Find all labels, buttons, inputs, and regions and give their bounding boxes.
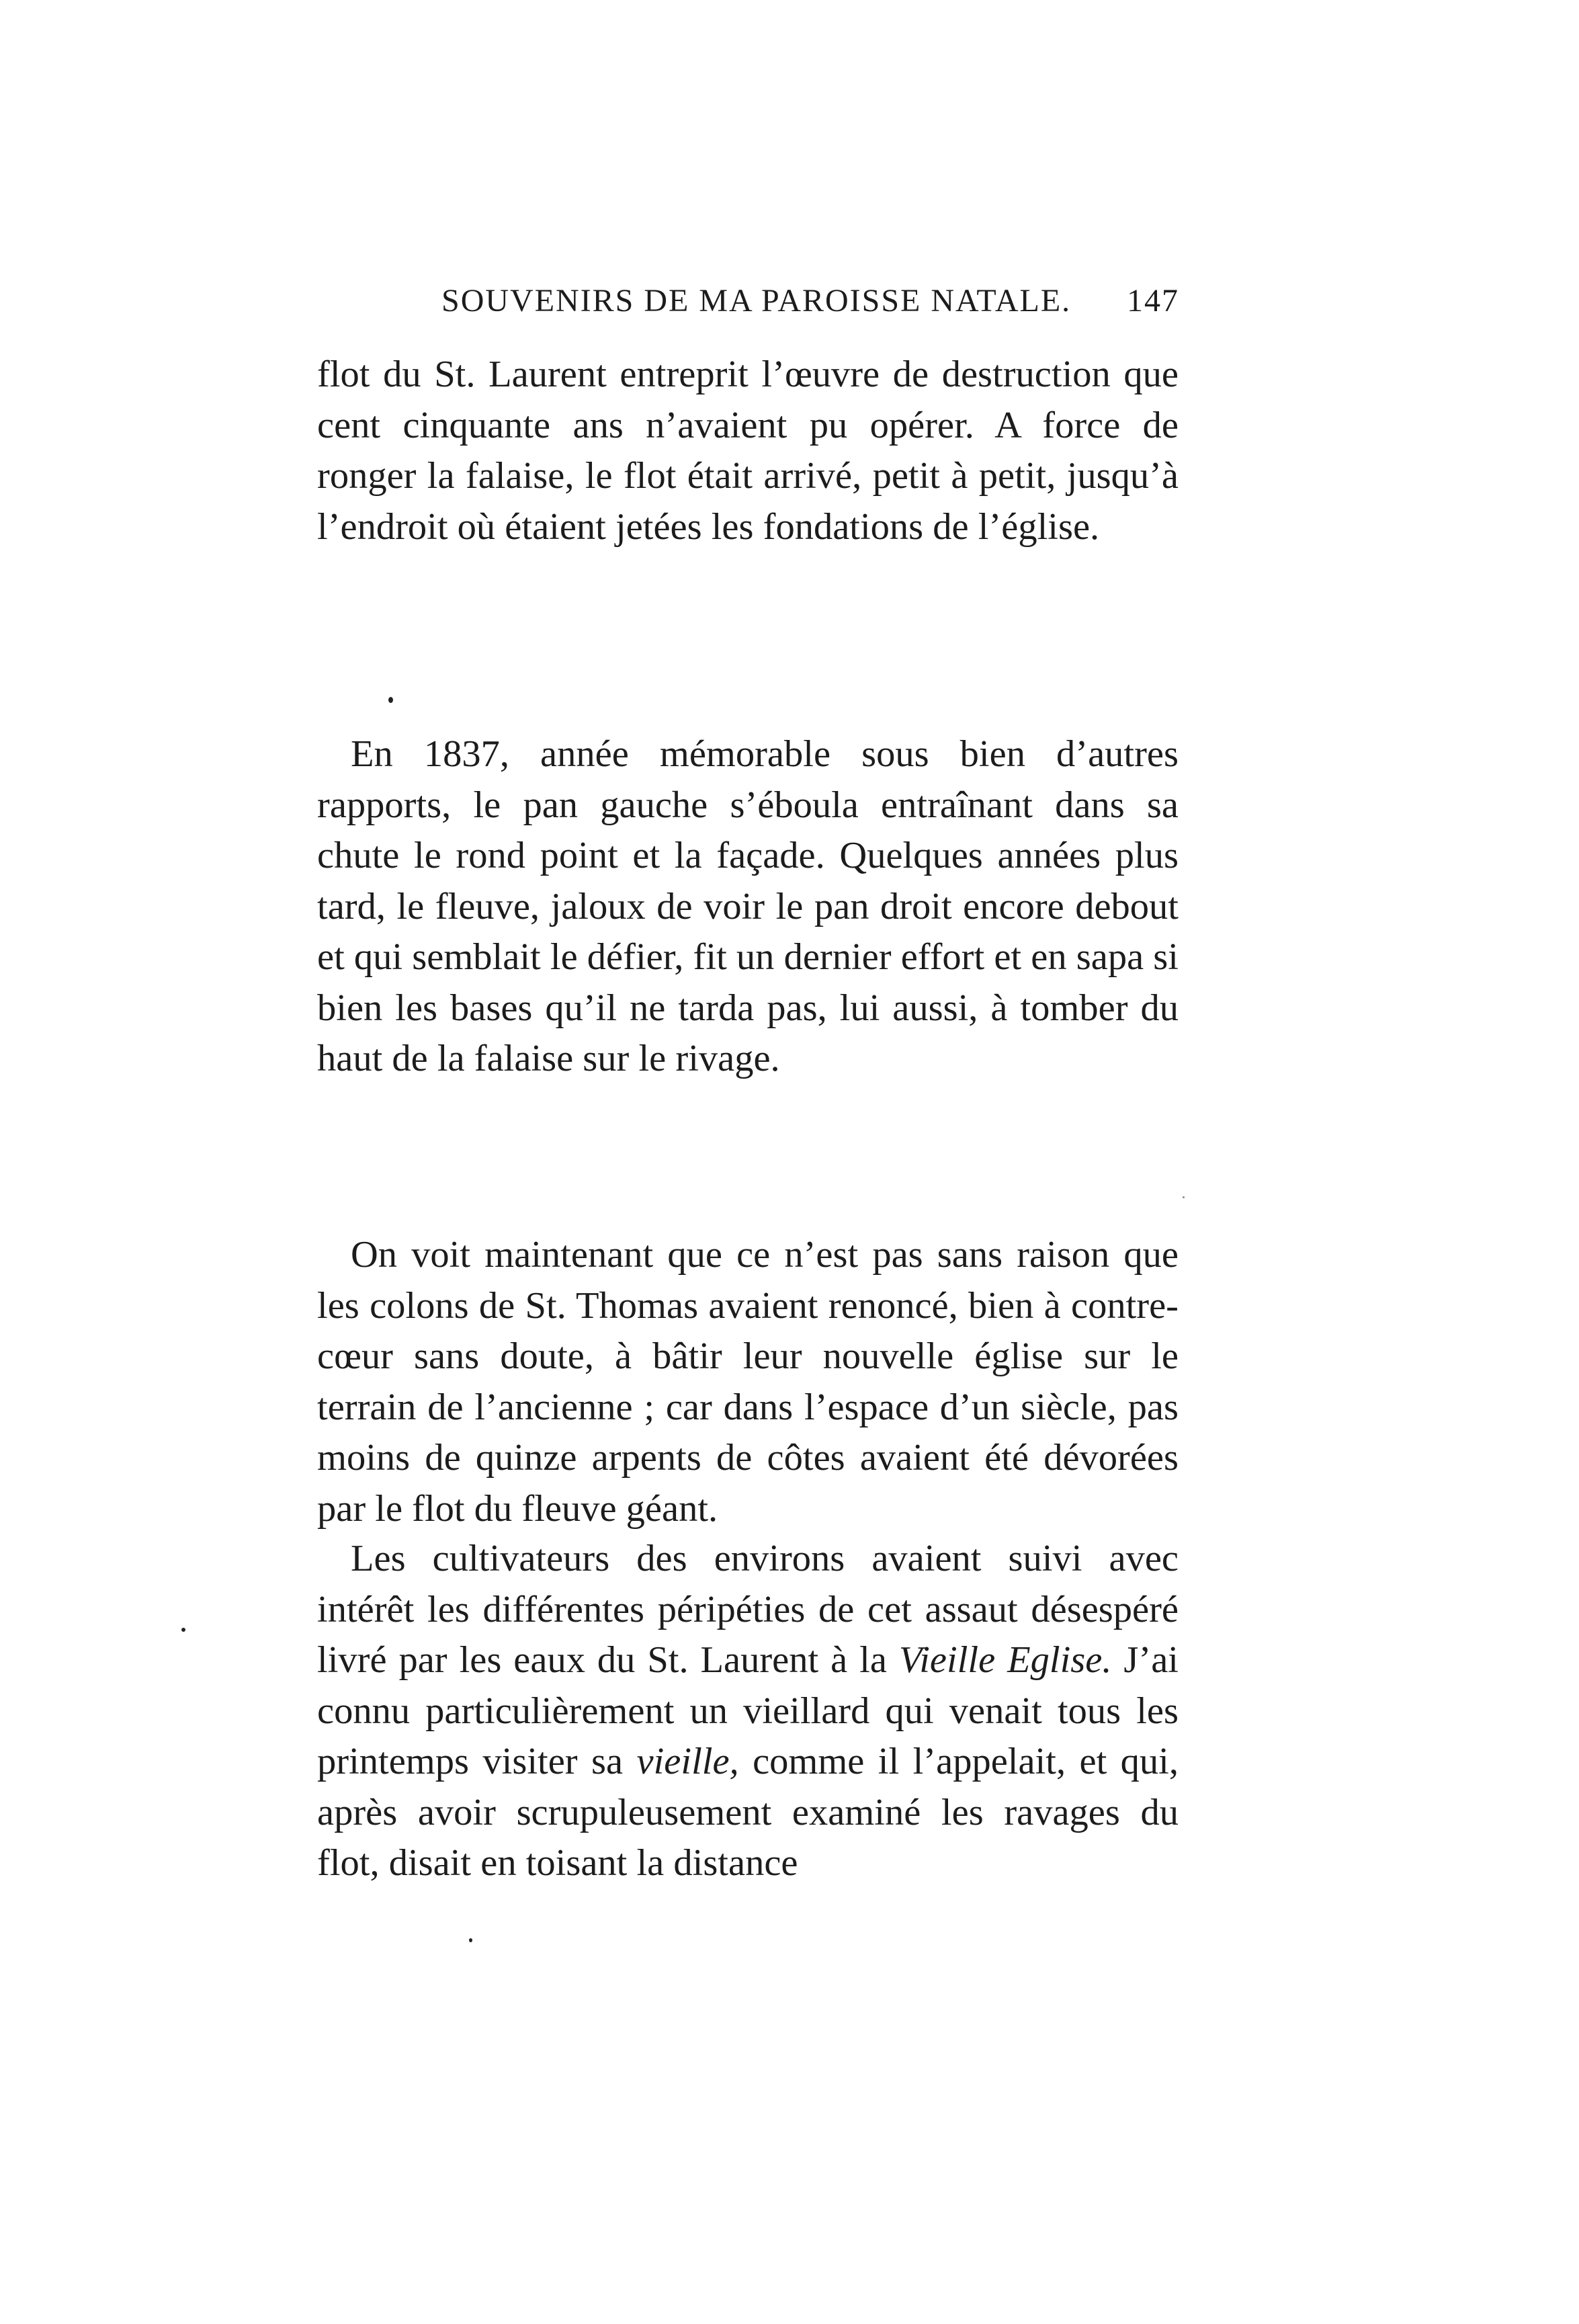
paragraph-1-text: flot du St. Laurent entreprit l’œuvre de destruction que cent cinquante ans n’avaient pu opérer. A force de ronger la falaise, le flot était arrivé, petit à petit, jusqu’à l’endroit où étaient jetées les fondations de l’église. bbox=[317, 354, 1179, 548]
paragraph-3 bbox=[317, 1230, 1179, 1534]
running-head bbox=[319, 282, 1179, 323]
paragraph-2-text: En 1837, année mémorable sous bien d’autres rapports, le pan gauche s’éboula entraînant dans sa chute le rond point et la façade. Quelques années plus tard, le fleuve, jaloux de voir le pan droit encore debout et qui semblait le défier, fit un dernier effort et en sapa si bien les bases qu’il ne tarda pas, lui aussi, à tomber du haut de la falaise sur le rivage. bbox=[317, 733, 1179, 1079]
ink-speck bbox=[1183, 1196, 1185, 1198]
paragraph-4-text-c: comme il l’appelait, et qui, après avoir scrupuleusement examiné les ravages du flot, disait en toisant la distance bbox=[317, 1741, 1179, 1884]
paragraph-4-italic-vieille: vieille, bbox=[636, 1741, 739, 1782]
ink-speck bbox=[388, 697, 393, 703]
ink-speck bbox=[181, 1628, 185, 1632]
paragraph-2 bbox=[317, 729, 1179, 1085]
ink-speck bbox=[469, 1938, 472, 1942]
paragraph-4-text-a: Les cultivateurs des environs avaient suivi avec intérêt les différentes péripéties de cet assaut désespéré livré par les eaux du St. Laurent à la bbox=[317, 1538, 1179, 1681]
page-number: 147 bbox=[1127, 283, 1179, 319]
running-head-title: SOUVENIRS DE MA PAROISSE NATALE. bbox=[441, 283, 1072, 319]
paragraph-1 bbox=[317, 349, 1179, 552]
paragraph-4-italic-vieille-eglise: Vieille Eglise. bbox=[898, 1639, 1112, 1681]
paragraph-3-text: On voit maintenant que ce n’est pas sans raison que les colons de St. Thomas avaient renoncé, bien à contre-cœur sans doute, à bâtir leur nouvelle église sur le terrain de l’ancienne ; car dans l’espace d’un siècle, pas moins de quinze arpents de côtes avaient été dévorées par le flot du fleuve géant. bbox=[317, 1234, 1179, 1530]
paragraph-4-text bbox=[317, 1534, 1179, 1889]
paragraph-4 bbox=[317, 1534, 1179, 1889]
paragraph-4-text-b: J’ai connu particulièrement un vieillard qui venait tous les printemps visiter sa bbox=[317, 1639, 1179, 1782]
